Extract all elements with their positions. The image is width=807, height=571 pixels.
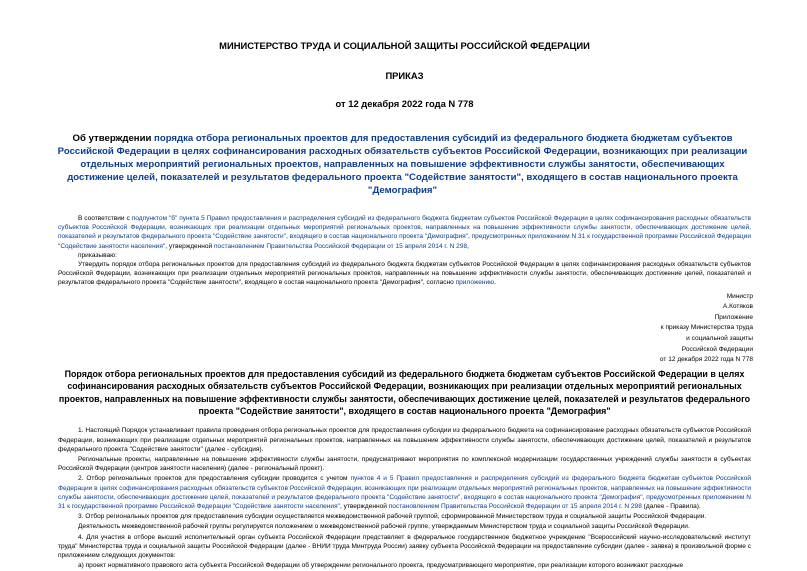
procedure-body (58, 426, 751, 570)
signature-name: А.Котяков (722, 303, 753, 311)
paragraph-2-text-1: 2. Отбор региональных проектов для предоставления субсидии проводится с учетом (78, 475, 351, 483)
preamble-text-1: В соответствии с (78, 215, 132, 222)
paragraph-4a: а) проект нормативного правового акта субъекта Российской Федерации об утверждении регионального проекта, предусматривающего мероприятие, при реализации которого возникают расходные (78, 562, 684, 570)
order-word: приказываю: (78, 251, 117, 259)
procedure-title: Порядок отбора региональных проектов для предоставления субсидий из федерального бюджета бюджетам субъектов Российской Федерации в целях софинансирования расходных обязательств субъектов Российской Федерации, возникающих при реализации отдельных мероприятий региональных проектов, направленных на повышение эффективности службы занятости, обеспечивающих достижение целей, показателей и результатов федерального проекта "Содействие занятости", входящего в состав национального проекта "Демография" (58, 368, 751, 416)
paragraph-3: 3. Отбор региональных проектов для предоставления субсидии осуществляется межведомственной рабочей группой, сформированной Министерством труда и социальной защиты Российской Федерации. (78, 513, 707, 521)
appendix-note-line-3: и социальной защиты (686, 335, 753, 342)
signature-block (58, 292, 753, 366)
signature-position: Министр (726, 292, 753, 300)
document-date-number: от 12 декабря 2022 года N 778 (335, 98, 474, 109)
paragraph-2-text-3: (далее - Правила). (641, 503, 701, 511)
resolution-link[interactable]: постановлением Правительства Российской Федерации от 15 апреля 2014 г. N 298 (214, 242, 468, 250)
appendix-note-line-5: от 12 декабря 2022 года N 778 (659, 356, 753, 364)
document-title (54, 132, 751, 197)
preamble-text-2: , утвержденной (165, 242, 215, 250)
approve-end: . (494, 279, 496, 287)
preamble-paragraph (58, 214, 751, 251)
appendix-link[interactable]: приложению (455, 279, 495, 287)
appendix-note-line-1: Приложение (714, 313, 753, 321)
approve-paragraph (58, 260, 751, 288)
document-type: ПРИКАЗ (385, 70, 424, 81)
rules-points-link[interactable]: пунктов 4 и 5 Правил предоставления и распределения субсидий из федерального бюджета бюджетам субъектов Российской Федерации в целях софинансирования расходных обязательств субъектов Российской Федерации, возникающих при реализации отдельных мероприятий региональных проектов, направленных на повышение эффективности службы занятости, обеспечивающих достижение целей, показателей и результатов федерального проекта "Содействие занятости", входящего в состав национального проекта "Демография", предусмотренных приложением N 31 к государственной программе Российской Федерации "Содействие занятости населения" (58, 475, 751, 511)
preamble (58, 214, 751, 288)
rules-link[interactable]: подпунктом "б" пункта 5 Правил предоставления и распределения субсидий из федерального бюджета бюджетам субъектов Российской Федерации в целях софинансирования расходных обязательств субъектов Российской Федерации, возникающих при реализации отдельных мероприятий региональных проектов, направленных на повышение эффективности службы занятости, обеспечивающих достижение целей, показателей и результатов федерального проекта "Содействие занятости", входящего в состав национального проекта "Демография", предусмотренных приложением N 31 к государственной программе Российской Федерации "Содействие занятости населения" (58, 215, 751, 250)
paragraph-1b: Региональные проекты, направленные на повышение эффективности службы занятости, предусматривают мероприятия по комплексной модернизации государственных учреждений службы занятости в субъектах Российской Федерации (центров занятости населения) (далее - региональный проект). (58, 456, 751, 473)
title-link[interactable]: порядка отбора региональных проектов для предоставления субсидий из федерального бюджета бюджетам субъектов Российской Федерации в целях софинансирования расходных обязательств субъектов Российской Федерации, возникающих при реализации отдельных мероприятий региональных проектов, направленных на повышение эффективности службы занятости, обеспечивающих достижение целей, показателей и результатов федерального проекта "Содействие занятости", входящего в состав национального проекта "Демография" (57, 133, 748, 196)
preamble-text-3: , (467, 242, 469, 250)
ministry-heading: МИНИСТЕРСТВО ТРУДА И СОЦИАЛЬНОЙ ЗАЩИТЫ РОССИЙСКОЙ ФЕДЕРАЦИИ (219, 40, 590, 51)
paragraph-2-text-2: , утвержденной (339, 503, 389, 511)
title-prefix: Об утверждении (72, 133, 155, 144)
resolution-link-2[interactable]: постановлением Правительства Российской Федерации от 15 апреля 2014 г. N 298 (388, 503, 642, 511)
paragraph-2 (58, 474, 751, 511)
paragraph-3b: Деятельность межведомственной рабочей группы регулируется положением о межведомственной рабочей группе, утверждаемым Министерством труда и социальной защиты Российской Федерации. (78, 523, 690, 531)
appendix-note-line-2: к приказу Министерства труда (660, 324, 753, 332)
paragraph-1: 1. Настоящий Порядок устанавливает правила проведения отбора региональных проектов для предоставления субсидии из федерального бюджета на софинансирование расходных обязательств субъектов Российской Федерации, возникающих при реализации отдельных мероприятий региональных проектов, направленных на повышение эффективности службы занятости, обеспечивающих достижение целей, показателей и результатов федерального проекта "Содействие занятости" (далее - субсидия). (58, 427, 751, 453)
approve-text: Утвердить порядок отбора региональных проектов для предоставления субсидий из федерального бюджета бюджетам субъектов Российской Федерации в целях софинансирования расходных обязательств субъектов Российской Федерации, возникающих при реализации отдельных мероприятий региональных проектов, направленных на повышение эффективности службы занятости, обеспечивающих достижение целей, показателей и результатов федерального проекта "Содействие занятости", входящего в состав национального проекта "Демография", согласно (58, 261, 751, 287)
paragraph-4: 4. Для участия в отборе высший исполнительный орган субъекта Российской Федерации представляет в федеральное государственное бюджетное учреждение "Всероссийский научно-исследовательский институт труда" Министерства труда и социальной защиты Российской Федерации (далее - ВНИИ труда Минтруда России) заявку субъекта Российской Федерации на предоставление субсидии (далее - заявка) в произвольной форме с приложением следующих документов: (58, 533, 751, 560)
appendix-note-line-4: Российской Федерации (681, 345, 753, 353)
